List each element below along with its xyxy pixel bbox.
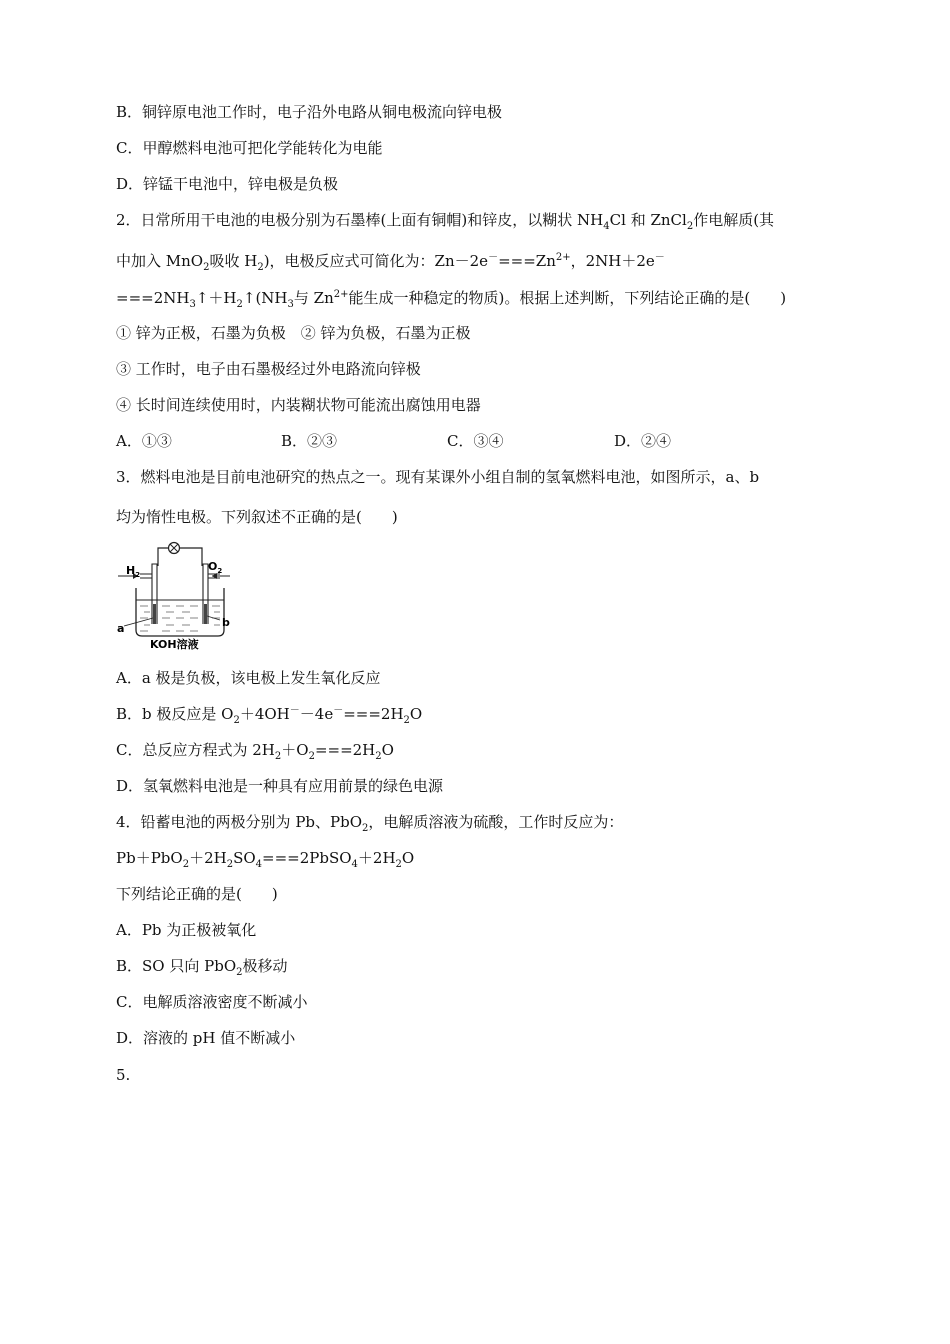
q1-option-b: B．铜锌原电池工作时，电子沿外电路从铜电极流向锌电极: [116, 103, 503, 121]
electrode-a: [153, 604, 156, 624]
q3-option-a: A．a 极是负极，该电极上发生氧化反应: [116, 669, 381, 687]
q2-statement-4: ④ 长时间连续使用时，内装糊状物可能流出腐蚀用电器: [116, 396, 481, 414]
q2-statement-1-2: ① 锌为正极，石墨为负极 ② 锌为负极，石墨为正极: [116, 324, 471, 342]
electrode-b: [204, 604, 207, 624]
q3-option-b: B．b 极反应是 $O_2+4OH^--4e^-===2H_2O$: [116, 705, 423, 726]
q4-option-d: D．溶液的 pH 值不断减小: [116, 1029, 296, 1047]
q3-option-d: D．氢氧燃料电池是一种具有应用前景的绿色电源: [116, 777, 444, 795]
circuit-wire-right: [180, 548, 202, 566]
q2-option-c: C．③④: [447, 432, 504, 450]
q4-option-c: C．电解质溶液密度不断减小: [116, 993, 308, 1011]
q2-stem-line1: 2．日常所用干电池的电极分别为石墨棒(上面有铜帽)和锌皮，以糊状 $NH_4Cl$ 和 ZnCl$_2$作电解质(其: [116, 211, 775, 232]
label-h2: $H_2$: [126, 564, 141, 579]
label-o2: $O_2$: [208, 560, 223, 575]
fuel-cell-svg: [114, 540, 232, 652]
fuel-cell-diagram: [114, 540, 232, 652]
q1-option-c: C．甲醇燃料电池可把化学能转化为电能: [116, 139, 383, 157]
q1-option-d: D．锌锰干电池中，锌电极是负极: [116, 175, 339, 193]
h2-inlet: [140, 574, 152, 578]
label-a: a: [117, 622, 125, 635]
q2-option-d: D．②④: [614, 432, 672, 450]
q5-number: 5.: [116, 1066, 131, 1084]
q4-question: 下列结论正确的是( ): [116, 885, 278, 903]
circuit-wire-left: [158, 548, 168, 566]
q2-option-a: A．①③: [116, 432, 172, 450]
label-b: b: [222, 616, 230, 629]
q2-option-b: B．②③: [281, 432, 338, 450]
q3-option-c: C．总反应方程式为 $2H_2+O_2===2H_2O$: [116, 741, 394, 762]
figure-caption: KOH溶液: [150, 638, 199, 651]
q4-option-b: B．SO 只向 PbO$_2$极移动: [116, 957, 288, 978]
q4-option-a: A．Pb 为正极被氧化: [116, 921, 257, 939]
q2-stem-line3: $===2NH_3↑+H_2↑(NH_3$与 $Zn^{2+}$能生成一种稳定的物质)。根据上述判断，下列结论正确的是( ): [116, 289, 787, 310]
q3-stem-line1: 3．燃料电池是目前电池研究的热点之一。现有某课外小组自制的氢氧燃料电池，如图所示，a、b: [116, 468, 760, 486]
q3-stem-line2: 均为惰性电极。下列叙述不正确的是( ): [116, 508, 398, 526]
q2-stem-line2: 中加入 MnO$_2$吸收 $H_2$)，电极反应式可简化为：$Zn-2e^-===Zn^{2+}$，2NH＋2e－: [116, 252, 665, 273]
q2-statement-3: ③ 工作时，电子由石墨极经过外电路流向锌极: [116, 360, 421, 378]
q4-stem: 4．铅蓄电池的两极分别为 Pb、PbO$_2$，电解质溶液为硫酸，工作时反应为：: [116, 813, 624, 834]
lamp-icon: [169, 543, 180, 554]
q4-equation: $Pb+PbO_2+2H_2SO_4===2PbSO_4+2H_2O$: [116, 849, 415, 870]
